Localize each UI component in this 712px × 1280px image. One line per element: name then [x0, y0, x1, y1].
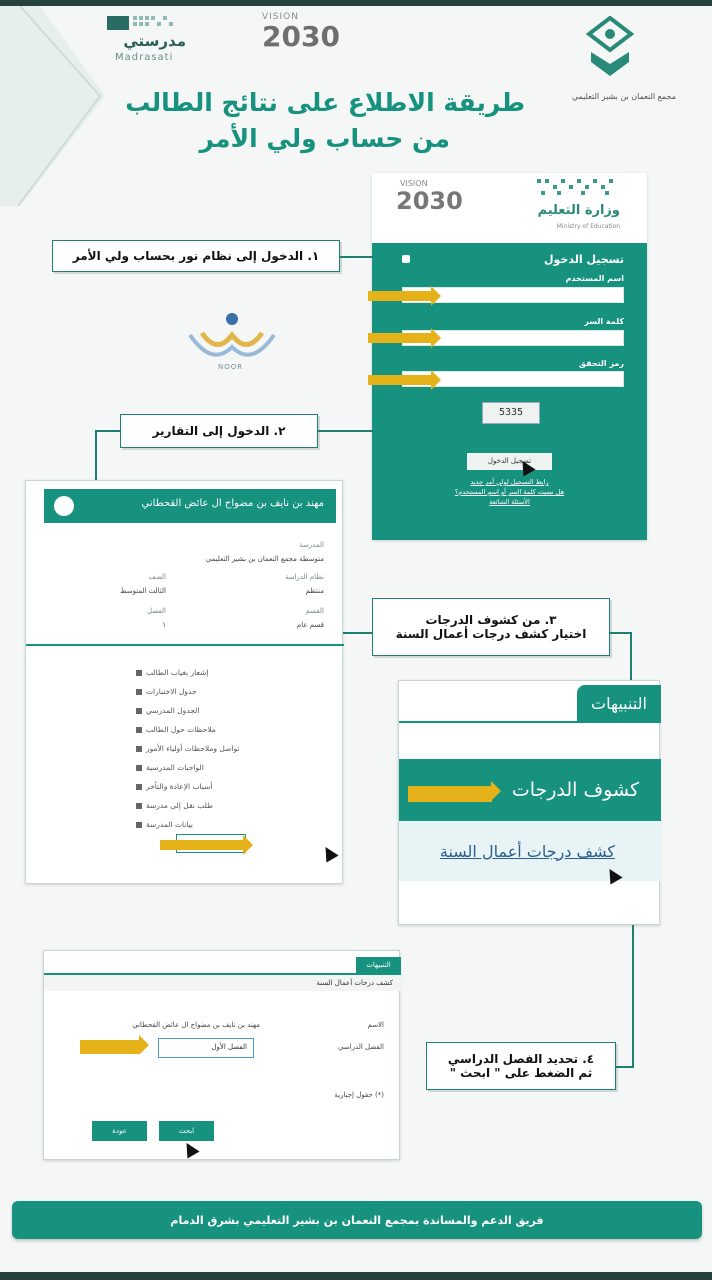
menu-homework[interactable]: الواجبات المدرسية: [136, 758, 326, 777]
divider: [26, 644, 344, 646]
step3-connector-left: [343, 632, 372, 634]
bottom-bar: [0, 1272, 712, 1280]
menu-school-data[interactable]: بيانات المدرسة: [136, 815, 326, 834]
step3-connector-right: [610, 632, 632, 634]
arrow-reports: [160, 840, 244, 850]
search-title: كشف درجات أعمال السنة: [44, 975, 401, 991]
vision-year: 2030: [262, 20, 340, 53]
corner-decoration: [0, 6, 110, 206]
student-name: مهند بن نايف بن مضواح ال عائض القحطاني: [141, 498, 324, 509]
menu-icon: [136, 784, 142, 790]
login-vision-year: 2030: [396, 187, 463, 215]
username-label: اسم المستخدم: [565, 274, 624, 283]
step2-text: ٢. الدخول إلى التقارير: [152, 424, 286, 438]
menu-icon: [136, 689, 142, 695]
semester-select[interactable]: [158, 1038, 254, 1058]
alerts-divider: [399, 721, 661, 723]
lock-icon: [402, 255, 410, 263]
system-value: منتظم: [305, 587, 324, 595]
page-title: طريقة الاطلاع على نتائج الطالب: [125, 88, 525, 117]
search-tab[interactable]: التنبيهات: [356, 957, 401, 973]
name-value: مهند بن نايف بن مضواح ال عائض القحطاني: [132, 1021, 260, 1029]
madrasati-logo: [105, 12, 200, 67]
madrasati-en: Madrasati: [115, 52, 174, 63]
arrow-password: [368, 333, 432, 343]
menu-exams[interactable]: جدول الاختبارات: [136, 682, 326, 701]
footer-text: فريق الدعم والمساندة بمجمع النعمان بن بشير التعليمي بشرق الدمام: [170, 1213, 544, 1227]
school-emblem-icon: [585, 16, 635, 78]
step4-text-1: ٤. تحديد الفصل الدراسي: [447, 1052, 595, 1066]
student-header: [44, 489, 336, 523]
search-card: [43, 950, 400, 1160]
step4-connector-up: [632, 925, 634, 1067]
semester-label: الفصل الدراسي: [338, 1043, 384, 1051]
vision-label: VISION: [262, 12, 299, 22]
step3-text-1: ٣. من كشوف الدرجات: [425, 613, 557, 627]
step4-text-2: ثم الضغط على " ابحث ": [449, 1066, 593, 1080]
alerts-card: [398, 680, 660, 925]
grade-value: الثالث المتوسط: [120, 587, 166, 595]
step1-connector: [340, 256, 373, 258]
step3-text-2: اختيار كشف درجات أعمال السنة: [395, 627, 587, 641]
captcha-image: 5335: [482, 402, 540, 424]
menu-transfer[interactable]: طلب نقل إلى مدرسة: [136, 796, 326, 815]
annual-grades-link[interactable]: كشف درجات أعمال السنة: [399, 821, 661, 881]
menu-icon: [136, 746, 142, 752]
noor-logo: [182, 305, 282, 375]
grade-label: الصف: [148, 573, 166, 581]
menu-icon: [136, 803, 142, 809]
grades-header[interactable]: كشوف الدرجات: [399, 759, 661, 821]
step2-box: [120, 414, 318, 448]
avatar: [54, 496, 74, 516]
menu-parents[interactable]: تواصل وملاحظات أولياء الأمور: [136, 739, 326, 758]
school-label: المدرسة: [299, 541, 324, 549]
arrow-captcha: [368, 375, 432, 385]
step2-connector-down: [95, 430, 97, 480]
ministry-dots-icon: [537, 177, 621, 199]
alerts-tab[interactable]: التنبيهات: [577, 685, 661, 721]
name-label: الاسم: [367, 1021, 384, 1029]
login-header: [372, 173, 647, 243]
section-label: القسم: [305, 607, 324, 615]
menu-icon: [136, 708, 142, 714]
step1-box: [52, 240, 340, 272]
search-button[interactable]: ابحث: [159, 1121, 214, 1141]
section-value: قسم عام: [296, 621, 324, 629]
menu-absence[interactable]: إشعار بغياب الطالب: [136, 663, 326, 682]
student-menu: [136, 663, 326, 853]
menu-icon: [136, 727, 142, 733]
step3-connector-down: [630, 632, 632, 680]
step1-text: ١. الدخول إلى نظام نور بحساب ولي الأمر: [72, 249, 320, 263]
step3-box: [372, 598, 610, 656]
menu-notes[interactable]: ملاحظات حول الطالب: [136, 720, 326, 739]
back-button[interactable]: عودة: [92, 1121, 147, 1141]
forgot-link[interactable]: هل نسيت كلمة السر أو اسم المستخدم؟: [454, 488, 565, 496]
ministry-en: Ministry of Education: [556, 223, 620, 230]
menu-icon: [136, 822, 142, 828]
menu-icon: [136, 765, 142, 771]
login-button[interactable]: تسجيل الدخول: [467, 453, 552, 470]
class-label: الفصل: [147, 607, 166, 615]
login-vision-label: VISION: [400, 179, 428, 188]
step4-connector-right: [616, 1066, 634, 1068]
madrasati-dots-icon: [107, 12, 187, 34]
semester-value: الفصل الأول: [211, 1043, 247, 1051]
arrow-username: [368, 291, 432, 301]
school-name: مجمع النعمان بن بشير التعليمي: [571, 92, 676, 101]
faq-link[interactable]: الأسئلة الشائعة: [489, 498, 530, 506]
ministry-ar: وزارة التعليم: [537, 203, 620, 218]
class-value: ١: [162, 621, 166, 629]
required-note: (*) حقول إجبارية: [334, 1091, 384, 1099]
madrasati-ar: مدرستي: [123, 32, 186, 50]
menu-repeat[interactable]: أسباب الإعادة والتأخر: [136, 777, 326, 796]
noor-emblem-icon: [182, 305, 282, 363]
system-label: نظام الدراسة: [284, 573, 324, 581]
register-link[interactable]: رابط التسجيل لولي أمر جديد: [470, 478, 549, 486]
noor-label: NOOR: [218, 363, 244, 371]
step4-box: [426, 1042, 616, 1090]
step2-connector-right: [318, 430, 373, 432]
student-card: [25, 480, 343, 884]
login-panel: [372, 173, 647, 540]
school-logo: [545, 16, 680, 111]
vision-2030-logo: [262, 12, 352, 67]
footer: [12, 1201, 702, 1239]
school-value: متوسطة مجمع النعمان بن بشير التعليمي: [205, 555, 324, 563]
login-title: تسجيل الدخول: [543, 253, 624, 266]
menu-schedule[interactable]: الجدول المدرسي: [136, 701, 326, 720]
arrow-grades: [408, 786, 492, 802]
password-label: كلمة السر: [584, 317, 624, 326]
page-subtitle: من حساب ولي الأمر: [199, 124, 450, 153]
step2-connector-left: [95, 430, 120, 432]
captcha-label: رمز التحقق: [578, 359, 624, 368]
menu-icon: [136, 670, 142, 676]
arrow-semester: [80, 1040, 140, 1054]
